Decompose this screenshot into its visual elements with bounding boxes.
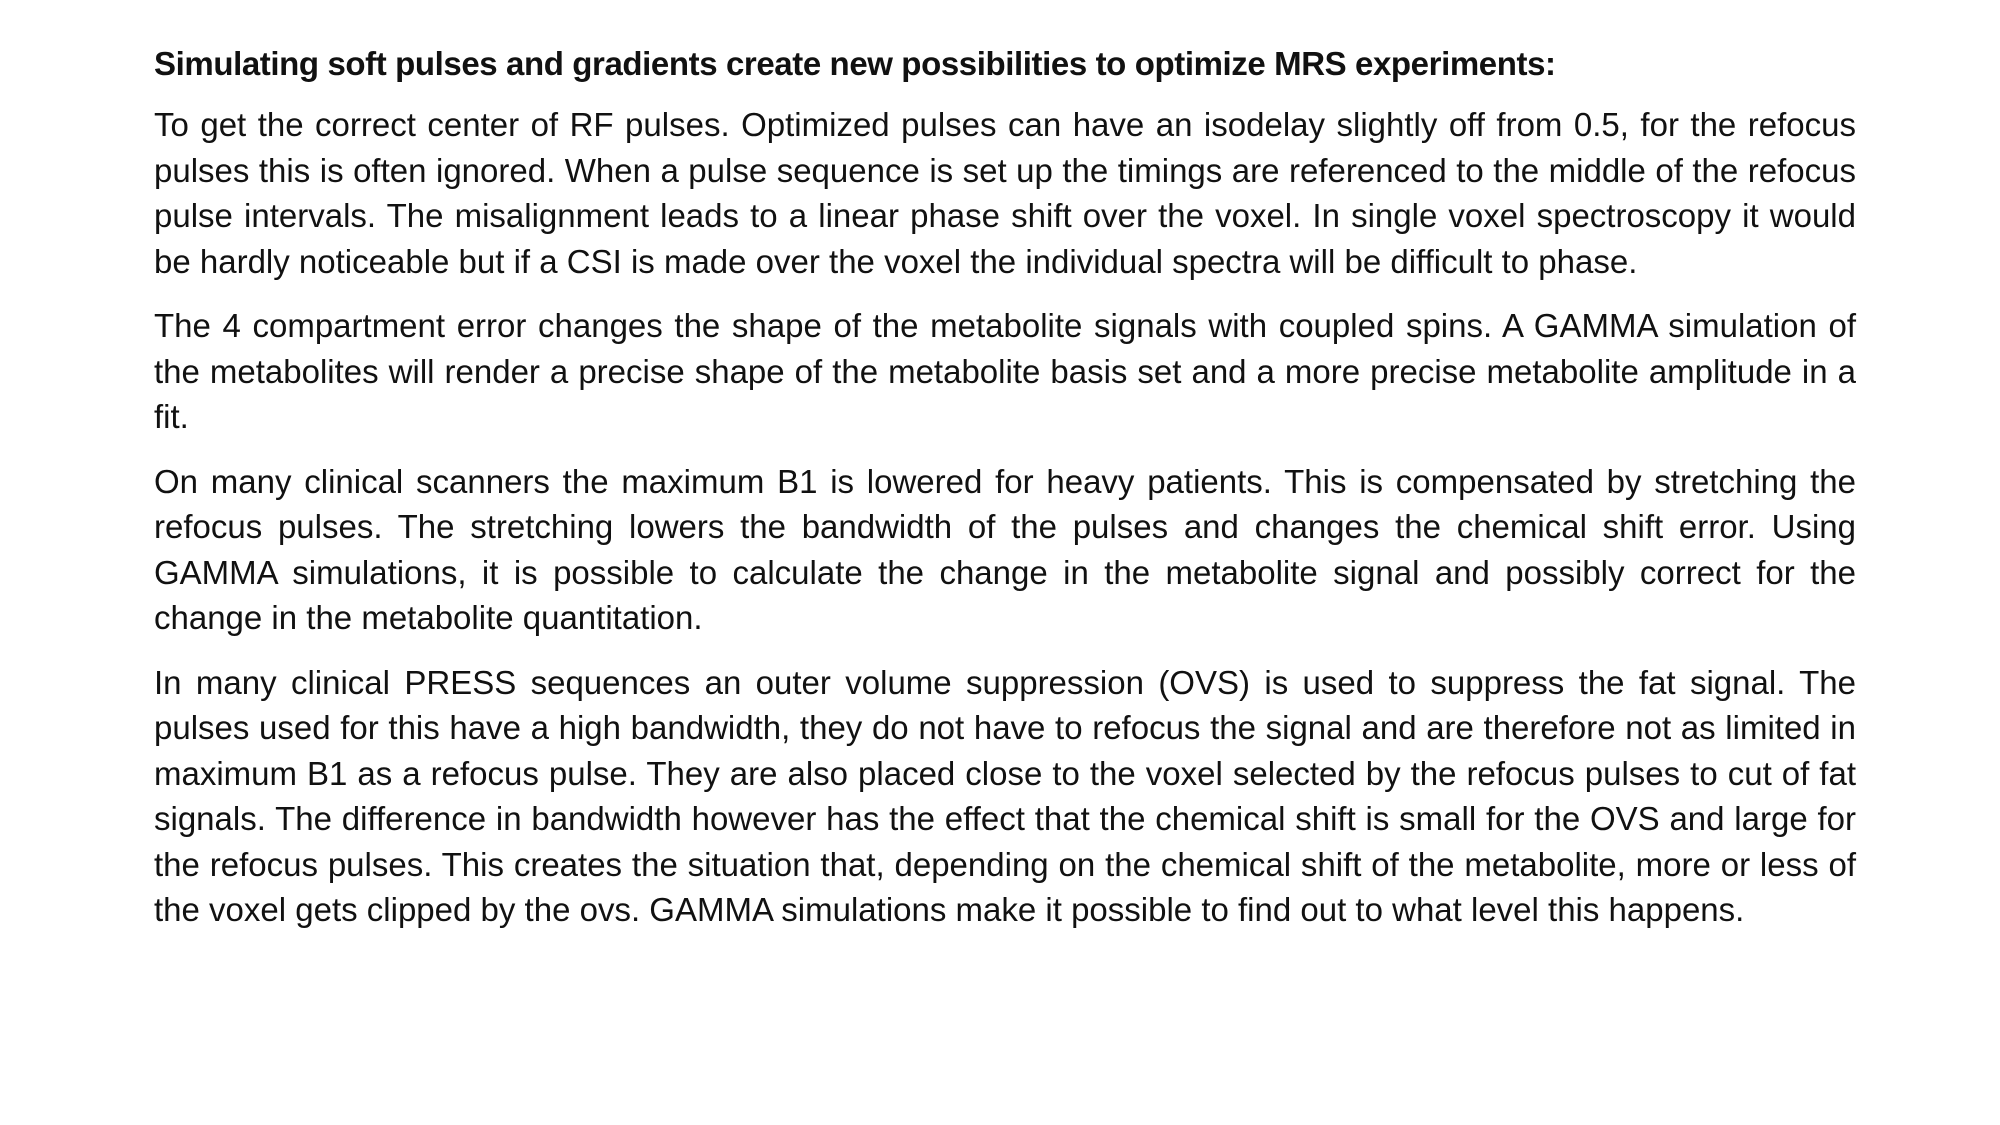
paragraph-max-b1-heavy-patients: On many clinical scanners the maximum B1 is lowered for heavy patients. This is compensated by stretching the refocus pulses. The stretching lowers the bandwidth of the pulses and changes the chemical shift error. Using GAMMA simulations, it is possible to calculate the change in the metabolite signal and possibly correct for the change in the metabolite quantitation. [154, 462, 1856, 636]
paragraph-rf-pulse-center: To get the correct center of RF pulses. Optimized pulses can have an isodelay slightly off from 0.5, for the refocus pulses this is often ignored. When a pulse sequence is set up the timings are referenced to the middle of the refocus pulse intervals. The misalignment leads to a linear phase shift over the voxel. In single voxel spectroscopy it would be hardly noticeable but if a CSI is made over the voxel the individual spectra will be difficult to phase. [154, 106, 1856, 280]
paragraph-ovs-chemical-shift: In many clinical PRESS sequences an outer volume suppression (OVS) is used to suppress the fat signal. The pulses used for this have a high bandwidth, they do not have to refocus the signal and are therefore not as limited in maximum B1 as a refocus pulse. They are also placed close to the voxel selected by the refocus pulses to cut of fat signals. The difference in bandwidth however has the effect that the chemical shift is small for the OVS and large for the refocus pulses. This creates the situation that, depending on the chemical shift of the metabolite, more or less of the voxel gets clipped by the ovs. GAMMA simulations make it possible to find out to what level this happens. [154, 663, 1856, 928]
paragraph-4-compartment-error: The 4 compartment error changes the shape of the metabolite signals with coupled spins. A GAMMA simulation of the metabolites will render a precise shape of the metabolite basis set and a more precise metabolite amplitude in a fit. [154, 307, 1856, 435]
slide-heading: Simulating soft pulses and gradients create new possibilities to optimize MRS experiments: [154, 45, 1556, 82]
slide-content [154, 40, 1856, 952]
